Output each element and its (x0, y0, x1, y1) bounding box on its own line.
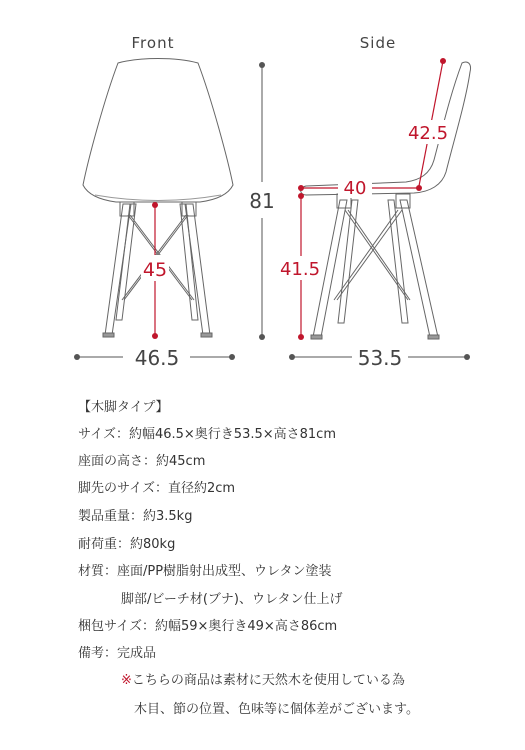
spec-foot-size: 脚先のサイズ：直径約2cm (78, 481, 236, 496)
spec-material-legs: 脚部/ビーチ材(ブナ)、ウレタン仕上げ (121, 592, 343, 607)
total-height-label: 81 (249, 189, 275, 213)
side-seat-height-label: 41.5 (279, 259, 321, 280)
note-line-2: 木目、節の位置、色味等に個体差がございます。 (134, 702, 419, 717)
spec-seat-height: 座面の高さ：約45cm (78, 454, 206, 469)
spec-heading: 【木脚タイプ】 (78, 400, 169, 415)
spec-load: 耐荷重：約80kg (78, 537, 176, 552)
side-back-height-label: 42.5 (407, 123, 449, 144)
note-text-1: こちらの商品は素材に天然木を使用している為 (131, 673, 405, 688)
spec-size: サイズ：約幅46.5×奥行き53.5×高さ81cm (78, 427, 336, 442)
spec-remarks: 備考：完成品 (78, 646, 157, 661)
side-back-height-dimension (407, 58, 449, 186)
note-mark: ※ (121, 673, 132, 688)
side-depth-label: 53.5 (357, 346, 403, 370)
spec-material: 材質：座面/PP樹脂射出成型、ウレタン塗装 (78, 564, 332, 579)
side-view-title: Side (359, 34, 397, 52)
front-width-label: 46.5 (134, 346, 180, 370)
front-view-title: Front (131, 34, 175, 52)
front-chair-drawing (83, 59, 233, 338)
spec-weight: 製品重量：約3.5kg (78, 509, 193, 524)
spec-package: 梱包サイズ：約幅59×奥行き49×高さ86cm (78, 619, 338, 634)
front-seat-height-label: 45 (142, 259, 168, 281)
side-seat-depth-label: 40 (343, 178, 367, 199)
note-line-1 (121, 672, 405, 690)
side-chair-drawing (301, 62, 471, 339)
